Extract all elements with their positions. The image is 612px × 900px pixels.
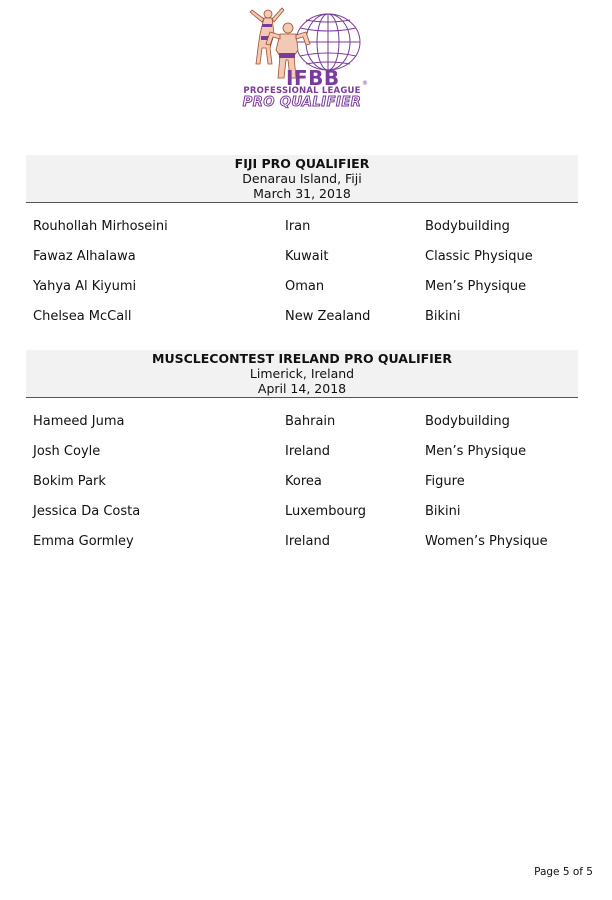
- athlete-name: Rouhollah Mirhoseini: [33, 219, 168, 234]
- event-title: FIJI PRO QUALIFIER: [234, 156, 370, 171]
- result-row: [26, 279, 578, 309]
- ifbb-logo: [236, 4, 368, 110]
- event-section: [26, 155, 578, 339]
- athlete-division: Bikini: [425, 309, 461, 324]
- event-header: [26, 155, 578, 203]
- athlete-name: Yahya Al Kiyumi: [33, 279, 137, 294]
- page-number: Page 5 of 5: [534, 866, 593, 878]
- logo-registered-mark: ®: [362, 80, 368, 87]
- event-section: [26, 350, 578, 564]
- athlete-name: Hameed Juma: [33, 414, 125, 429]
- logo-league-text: PROFESSIONAL LEAGUE: [243, 86, 361, 96]
- athlete-country: Ireland: [285, 534, 330, 549]
- result-row: [26, 444, 578, 474]
- event-date: March 31, 2018: [253, 186, 351, 201]
- athlete-division: Classic Physique: [425, 249, 533, 264]
- event-header: [26, 350, 578, 398]
- athlete-country: Bahrain: [285, 414, 336, 429]
- result-row: [26, 534, 578, 564]
- event-location: Denarau Island, Fiji: [242, 171, 362, 186]
- athlete-division: Bikini: [425, 504, 461, 519]
- athlete-country: Iran: [285, 219, 311, 234]
- results-list: [26, 203, 578, 339]
- athlete-country: Korea: [285, 474, 322, 489]
- athlete-name: Bokim Park: [33, 474, 106, 489]
- athlete-division: Bodybuilding: [425, 219, 510, 234]
- athlete-country: Oman: [285, 279, 325, 294]
- results-list: [26, 398, 578, 564]
- result-row: [26, 249, 578, 279]
- athlete-country: Luxembourg: [285, 504, 367, 519]
- athlete-division: Men’s Physique: [425, 444, 527, 459]
- athlete-country: Kuwait: [285, 249, 329, 264]
- athlete-country: New Zealand: [285, 309, 371, 324]
- logo-qualifier-text: PRO QUALIFIER: [242, 95, 362, 110]
- result-row: [26, 309, 578, 339]
- event-date: April 14, 2018: [257, 381, 347, 396]
- result-row: [26, 504, 578, 534]
- athlete-name: Fawaz Alhalawa: [33, 249, 136, 264]
- result-row: [26, 219, 578, 249]
- athlete-name: Jessica Da Costa: [33, 504, 141, 519]
- result-row: [26, 474, 578, 504]
- result-row: [26, 414, 578, 444]
- athlete-name: Josh Coyle: [33, 444, 101, 459]
- logo-brand-text: IFBB: [286, 66, 340, 90]
- athlete-division: Women’s Physique: [425, 534, 548, 549]
- athlete-name: Emma Gormley: [33, 534, 134, 549]
- athlete-division: Figure: [425, 474, 465, 489]
- athlete-name: Chelsea McCall: [33, 309, 132, 324]
- athlete-division: Bodybuilding: [425, 414, 510, 429]
- event-location: Limerick, Ireland: [249, 366, 355, 381]
- athlete-country: Ireland: [285, 444, 330, 459]
- event-title: MUSCLECONTEST IRELAND PRO QUALIFIER: [152, 351, 452, 366]
- athlete-division: Men’s Physique: [425, 279, 527, 294]
